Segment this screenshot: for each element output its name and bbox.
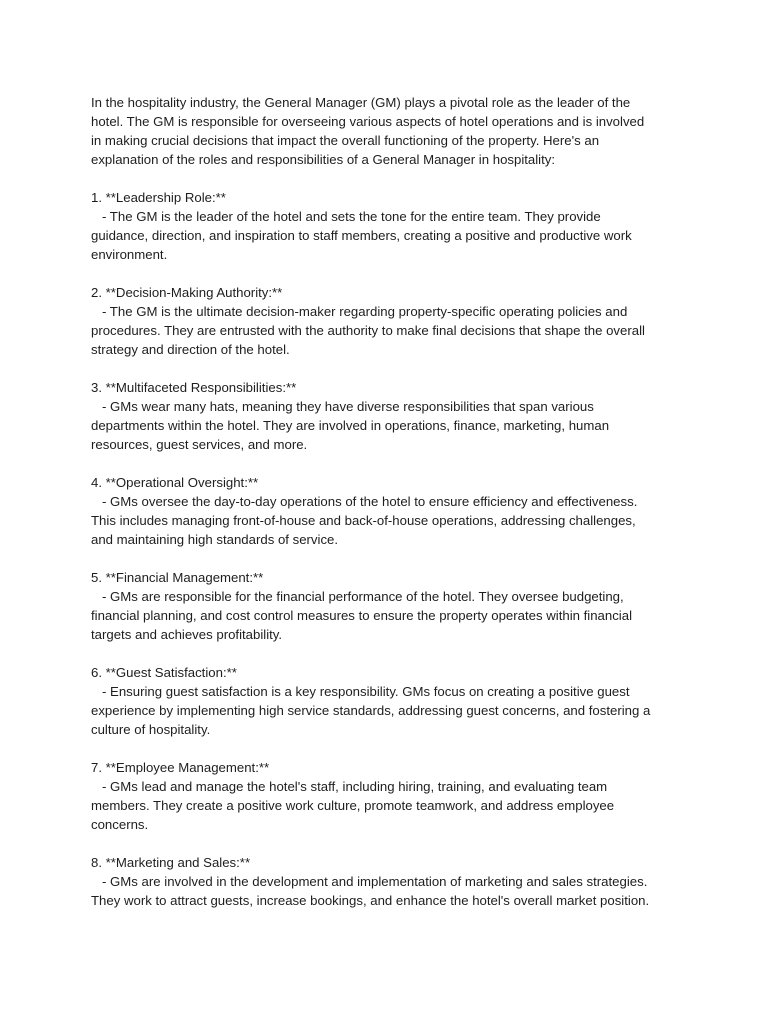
section-line: - The GM is the ultimate decision-maker regarding property-specific operating policies and xyxy=(91,304,628,319)
section-line: guidance, direction, and inspiration to staff members, creating a positive and productive work xyxy=(91,228,632,243)
section-marketing-and-sales xyxy=(91,853,691,910)
section-line: - GMs wear many hats, meaning they have diverse responsibilities that span various xyxy=(91,399,594,414)
section-line: members. They create a positive work culture, promote teamwork, and address employee xyxy=(91,798,615,813)
section-line: They work to attract guests, increase bookings, and enhance the hotel's overall market position. xyxy=(91,893,650,908)
section-line: - The GM is the leader of the hotel and sets the tone for the entire team. They provide xyxy=(91,209,601,224)
section-leadership-role xyxy=(91,188,691,264)
section-line: culture of hospitality. xyxy=(91,722,211,737)
section-heading: 6. **Guest Satisfaction:** xyxy=(91,665,237,680)
section-heading: 2. **Decision-Making Authority:** xyxy=(91,285,283,300)
section-line: - GMs are responsible for the financial performance of the hotel. They oversee budgeting, xyxy=(91,589,624,604)
section-multifaceted-responsibilities xyxy=(91,378,691,454)
intro-line: in making crucial decisions that impact the overall functioning of the property. Here's an xyxy=(91,133,600,148)
section-line: and maintaining high standards of service. xyxy=(91,532,339,547)
section-line: This includes managing front-of-house and back-of-house operations, addressing challenges, xyxy=(91,513,636,528)
section-operational-oversight xyxy=(91,473,691,549)
intro-line: hotel. The GM is responsible for overseeing various aspects of hotel operations and is involved xyxy=(91,114,645,129)
section-guest-satisfaction xyxy=(91,663,691,739)
section-line: - GMs oversee the day-to-day operations of the hotel to ensure efficiency and effectiveness. xyxy=(91,494,638,509)
section-heading: 4. **Operational Oversight:** xyxy=(91,475,259,490)
section-line: - Ensuring guest satisfaction is a key responsibility. GMs focus on creating a positive guest xyxy=(91,684,630,699)
section-heading: 5. **Financial Management:** xyxy=(91,570,264,585)
section-line: experience by implementing high service standards, addressing guest concerns, and fostering a xyxy=(91,703,651,718)
intro-paragraph xyxy=(91,93,691,169)
section-heading: 8. **Marketing and Sales:** xyxy=(91,855,251,870)
section-line: financial planning, and cost control measures to ensure the property operates within financial xyxy=(91,608,633,623)
section-heading: 1. **Leadership Role:** xyxy=(91,190,226,205)
section-line: procedures. They are entrusted with the authority to make final decisions that shape the overall xyxy=(91,323,645,338)
section-heading: 7. **Employee Management:** xyxy=(91,760,270,775)
intro-line: explanation of the roles and responsibilities of a General Manager in hospitality: xyxy=(91,152,556,167)
section-decision-making-authority xyxy=(91,283,691,359)
document-content xyxy=(91,93,691,910)
section-line: targets and achieves profitability. xyxy=(91,627,283,642)
section-line: - GMs are involved in the development and implementation of marketing and sales strategies. xyxy=(91,874,648,889)
section-line: departments within the hotel. They are involved in operations, finance, marketing, human xyxy=(91,418,610,433)
section-employee-management xyxy=(91,758,691,834)
section-line: resources, guest services, and more. xyxy=(91,437,308,452)
section-line: strategy and direction of the hotel. xyxy=(91,342,290,357)
section-line: - GMs lead and manage the hotel's staff, including hiring, training, and evaluating team xyxy=(91,779,608,794)
section-line: concerns. xyxy=(91,817,149,832)
intro-line: In the hospitality industry, the General Manager (GM) plays a pivotal role as the leader of the xyxy=(91,95,631,110)
section-line: environment. xyxy=(91,247,168,262)
section-financial-management xyxy=(91,568,691,644)
section-heading: 3. **Multifaceted Responsibilities:** xyxy=(91,380,297,395)
